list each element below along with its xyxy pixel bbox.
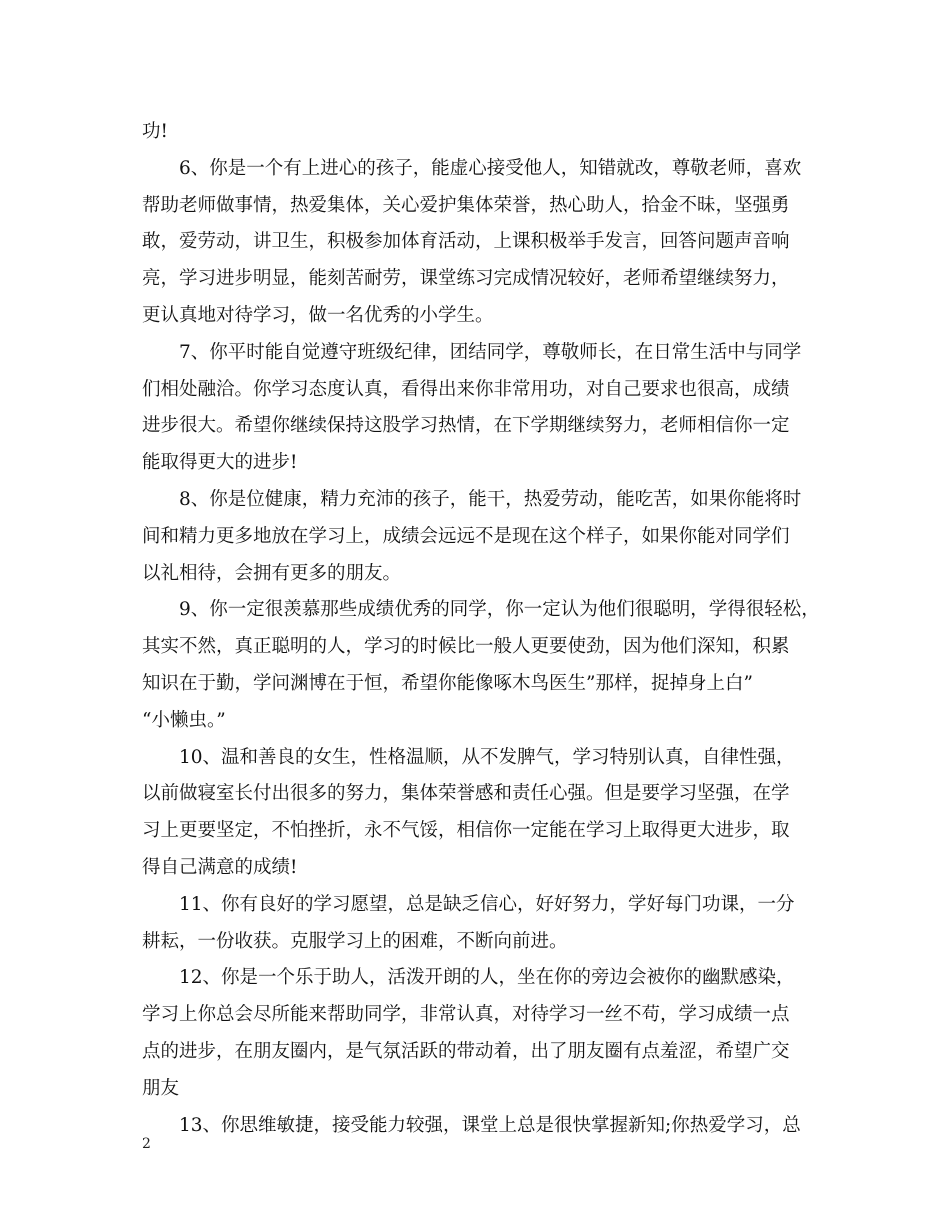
text-line: 们相处融洽。你学习态度认真，看得出来你非常用功，对自己要求也很高，成绩 — [142, 378, 790, 400]
text-line: 其实不然，真正聪明的人，学习的时候比一般人更要使劲，因为他们深知，积累 — [142, 636, 790, 658]
text-line: “小懒虫。” — [142, 709, 226, 731]
text-line: 13、你思维敏捷，接受能力较强，课堂上总是很快掌握新知;你热爱学习，总 — [179, 1114, 801, 1136]
text-line: 12、你是一个乐于助人，活泼开朗的人，坐在你的旁边会被你的幽默感染， — [179, 967, 795, 989]
page-number: 2 — [142, 1136, 151, 1152]
text-line: 习上更要坚定，不怕挫折，永不气馁，相信你一定能在学习上取得更大进步，取 — [142, 820, 790, 842]
text-line: 进步很大。希望你继续保持这股学习热情，在下学期继续努力，老师相信你一定 — [142, 415, 790, 437]
text-line: 功! — [142, 121, 168, 142]
text-line: 知识在于勤，学问渊博在于恒，希望你能像啄木鸟医生”那样，捉掉身上白” — [142, 672, 753, 694]
document-body — [142, 114, 820, 1144]
text-line: 点的进步，在朋友圈内，是气氛活跃的带动着，出了朋友圈有点羞涩，希望广交 — [142, 1040, 790, 1062]
text-line: 间和精力更多地放在学习上，成绩会远远不是现在这个样子，如果你能对同学们 — [142, 525, 790, 547]
text-line: 11、你有良好的学习愿望，总是缺乏信心，好好努力，学好每门功课，一分 — [179, 893, 795, 915]
text-line: 得自己满意的成绩! — [142, 856, 298, 878]
text-line: 8、你是位健康，精力充沛的孩子，能干，热爱劳动，能吃苦，如果你能将时 — [179, 488, 802, 510]
text-line: 能取得更大的进步! — [142, 452, 298, 474]
text-line: 7、你平时能自觉遵守班级纪律，团结同学，尊敬师长，在日常生活中与同学 — [179, 341, 802, 363]
text-line: 亮，学习进步明显，能刻苦耐劳，课堂练习完成情况较好，老师希望继续努力， — [142, 268, 790, 290]
text-line: 9、你一定很羡慕那些成绩优秀的同学，你一定认为他们很聪明，学得很轻松， — [179, 599, 820, 621]
text-line: 10、温和善良的女生，性格温顺，从不发脾气，学习特别认真，自律性强， — [179, 746, 795, 768]
text-line: 学习上你总会尽所能来帮助同学，非常认真，对待学习一丝不苟，学习成绩一点 — [142, 1004, 790, 1026]
text-line: 帮助老师做事情，热爱集体，关心爱护集体荣誉，热心助人，拾金不昧，坚强勇 — [142, 194, 790, 216]
text-line: 敢，爱劳动，讲卫生，积极参加体育活动，上课积极举手发言，回答问题声音响 — [142, 231, 790, 253]
text-line: 以礼相待，会拥有更多的朋友。 — [142, 562, 402, 584]
text-line: 朋友 — [142, 1077, 180, 1099]
text-line: 更认真地对待学习，做一名优秀的小学生。 — [142, 304, 494, 326]
text-line: 以前做寝室长付出很多的努力，集体荣誉感和责任心强。但是要学习坚强，在学 — [142, 783, 790, 805]
text-line: 6、你是一个有上进心的孩子，能虚心接受他人，知错就改，尊敬老师，喜欢 — [179, 157, 802, 179]
text-line: 耕耘，一份收获。克服学习上的困难，不断向前进。 — [142, 930, 568, 952]
